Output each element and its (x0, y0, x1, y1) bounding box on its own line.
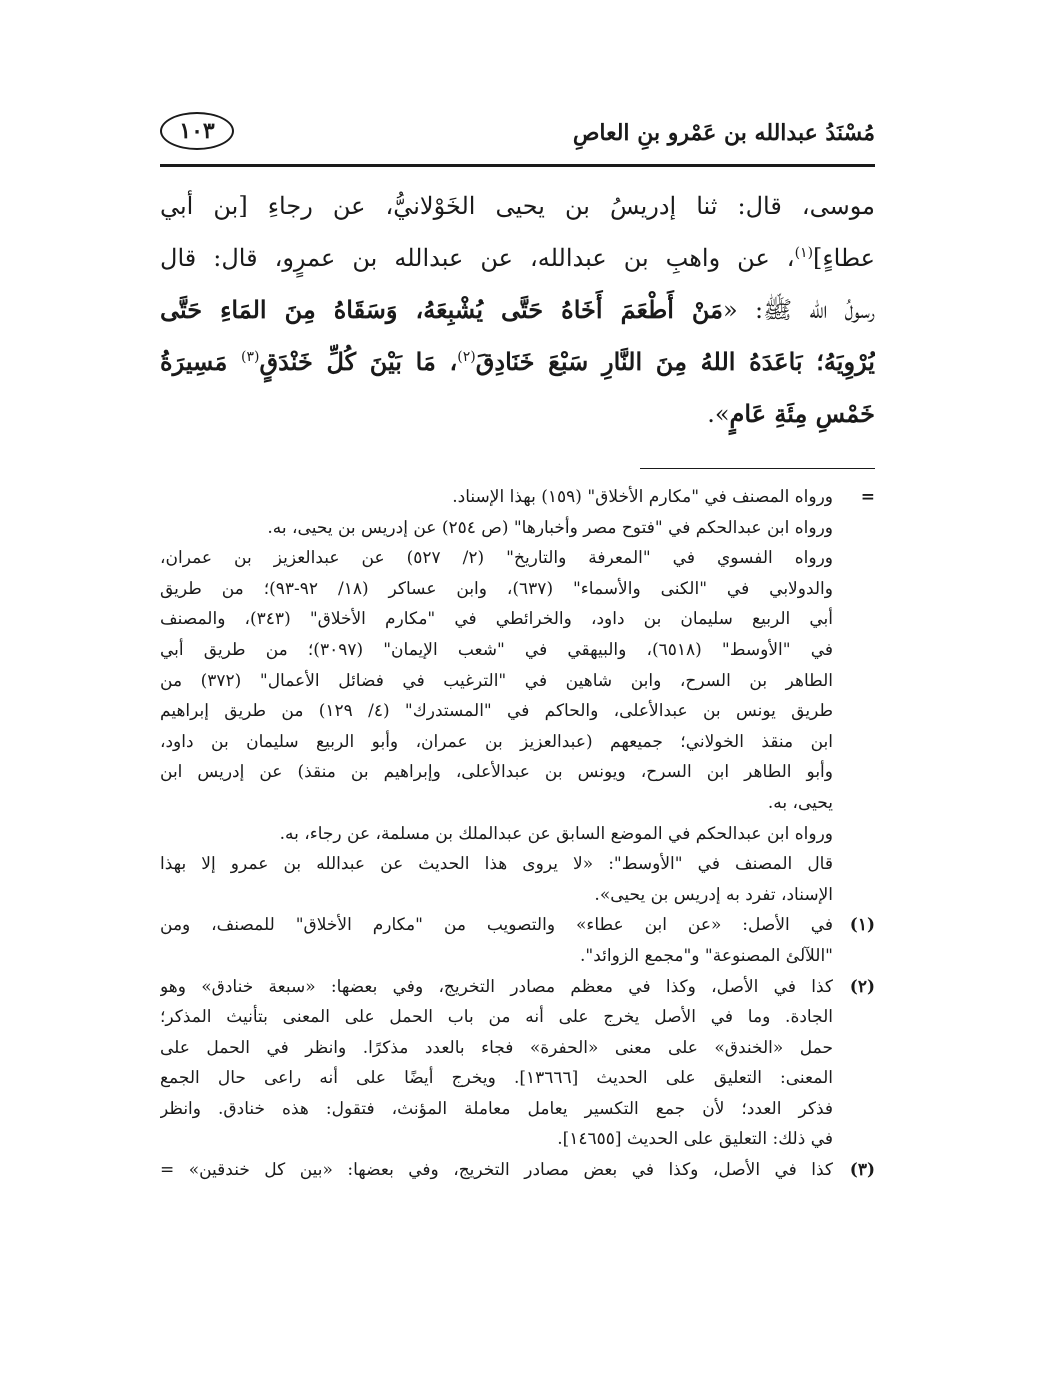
header-divider (160, 164, 875, 167)
page-number-badge: ١٠٣ (160, 112, 234, 150)
footnote-ref-3[interactable]: (٣) (241, 349, 260, 365)
footnote-line: في ذلك: التعليق على الحديث [١٤٦٥٥]. (557, 1129, 833, 1150)
footnote-line: ورواه ابن عبدالحكم في الموضع السابق عن عبدالملك بن مسلمة، عن رجاء، به. (279, 823, 833, 844)
footnote-line: الطاهر بن السرح، وابن شاهين في "الترغيب في فضائل الأعمال" (٣٧٢) من (160, 670, 833, 691)
footnote-3 (160, 1155, 875, 1186)
footnote-line: ورواه الفسوي في "المعرفة والتاريخ" (٢/ ٥٢٧) عن عبدالعزيز بن عمران، (160, 548, 833, 569)
footnote-line: طريق يونس بن عبدالأعلى، والحاكم في "المستدرك" (٤/ ١٢٩) من طريق إبراهيم (160, 701, 833, 722)
footnote-line: يحيى، به. (767, 792, 833, 813)
main-line-text: موسى، قال: ثنا إدريسُ بن يحيى الخَوْلانيُّ، عن رجاءِ [بن أبي (160, 192, 875, 220)
footnote-line: أبي الربيع سليمان بن داود، والخرائطي في "مكارم الأخلاق" (٣٤٣)، والمصنف (160, 609, 833, 630)
footnotes-section (160, 482, 875, 1186)
hadith-text: خَمْسِ مِئَةِ عَامٍ (729, 399, 875, 428)
footnote-2 (160, 972, 875, 1156)
footnote-line: "اللآلئ المصنوعة" و"مجمع الزوائد". (580, 945, 833, 966)
footnote-line: وأبو الطاهر ابن السرح، ويونس بن عبدالأعلى، وإبراهيم بن منقذ) عن إدريس ابن (160, 762, 833, 783)
main-line-3 (160, 284, 875, 336)
hadith-text: مَنْ أَطْعَمَ أَخَاهُ حَتَّى يُشْبِعَهُ، وَسَقَاهُ مِنَ المَاءِ حَتَّى (160, 295, 724, 324)
footnote-line: ورواه المصنف في "مكارم الأخلاق" (١٥٩) بهذا الإسناد. (452, 487, 833, 507)
footnote-line: قال المصنف في "الأوسط": «لا يروى هذا الحديث عن عبدالله بن عمرو إلا بهذا (160, 854, 833, 875)
main-line-4 (160, 336, 875, 388)
main-text-block (160, 180, 875, 440)
footnote-line: فذكر العدد؛ لأن جمع التكسير يعامل معاملة المؤنث، فتقول: هذه خنادق. وانظر (160, 1098, 833, 1119)
footnote-ref-2[interactable]: (٢) (457, 349, 476, 365)
main-line-text: ». (707, 400, 730, 428)
footnote-line: الإسناد، تفرد به إدريس بن يحيى». (594, 884, 833, 905)
footnote-separator (640, 468, 875, 469)
footnote-line: كذا في الأصل، وكذا في بعض مصادر التخريج، وفي بعضها: «بين كل خندقين» = (160, 1160, 833, 1181)
footnote-number: (٢) (849, 976, 875, 997)
footnote-line: في "الأوسط" (٦٥١٨)، والبيهقي في "شعب الإيمان" (٣٠٩٧)؛ من طريق أبي (160, 639, 833, 660)
hadith-text: يُرْوِيَهُ؛ بَاعَدَهُ اللهُ مِنَ النَّارِ سَبْعَ خَنَادِقَ (475, 347, 875, 376)
footnote-number: (٣) (849, 1160, 875, 1181)
footnote-line: حمل «الخندق» على معنى «الحفرة» فجاء بالعدد مذكرًا. وانظر في الحمل على (160, 1037, 833, 1058)
footnote-ref-1[interactable]: (١) (794, 245, 814, 261)
footnote-line: الجادة. وما في الأصل يخرج على أنه من باب الحمل على المعنى بتأنيث المذكر؛ (160, 1007, 833, 1028)
footnote-line: المعنى: التعليق على الحديث [١٣٦٦٦]. ويخرج أيضًا على أنه راعى حال الجمع (160, 1068, 833, 1089)
continuation-marker: = (860, 487, 875, 507)
hadith-text: ، مَا بَيْنَ كُلِّ خَنْدَقٍ (259, 347, 458, 376)
footnote-line: في الأصل: «عن ابن عطاء» والتصويب من "مكارم الأخلاق" للمصنف، ومن (160, 915, 833, 936)
main-line-text: رسولُ الله ﷺ: « (723, 296, 875, 324)
footnote-continuation (160, 482, 875, 910)
main-line-5 (160, 388, 875, 440)
page-header (160, 108, 875, 160)
footnote-line: كذا في الأصل، وكذا في معظم مصادر التخريج، وفي بعضها: «سبعة خنادق» وهو (160, 976, 833, 997)
running-title: مُسْنَدُ عبدالله بن عَمْرو بنِ العاصِ (572, 120, 875, 146)
main-line-1 (160, 180, 875, 232)
footnote-1 (160, 910, 875, 971)
footnote-number: (١) (849, 915, 875, 936)
main-line-text: ، عن واهبِ بن عبدالله، عن عبدالله بن عمرٍو، قال: قال (160, 244, 795, 272)
main-line-2 (160, 232, 875, 284)
footnote-line: ابن منقذ الخولاني؛ جميعهم (عبدالعزيز بن عمران، وأبو الربيع سليمان بن داود، (160, 731, 833, 752)
hadith-text: مَسِيرَةُ (160, 347, 242, 376)
footnote-line: والدولابي في "الكنى والأسماء" (٦٣٧)، وابن عساكر (١٨/ ٩٢-٩٣)؛ من طريق (160, 578, 833, 599)
footnote-line: ورواه ابن عبدالحكم في "فتوح مصر وأخبارها" (ص ٢٥٤) عن إدريس بن يحيى، به. (267, 517, 833, 538)
main-line-text: عطاءٍ] (813, 244, 875, 272)
